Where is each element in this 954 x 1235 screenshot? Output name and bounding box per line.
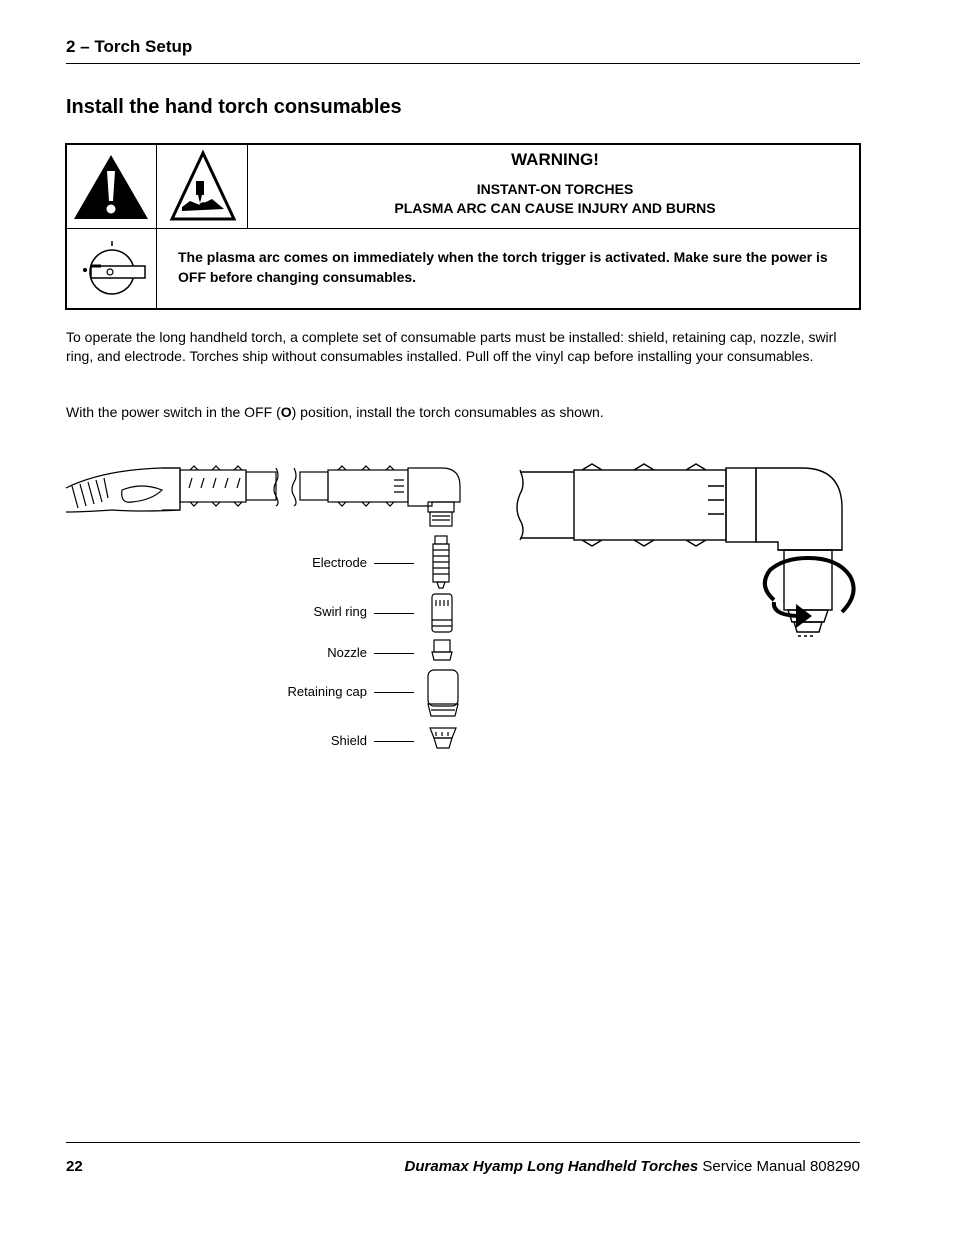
- footer-doc-info: [405, 1158, 860, 1175]
- warning-subtitle: INSTANT-ON TORCHES: [476, 181, 634, 197]
- power-switch-icon: [77, 237, 147, 303]
- instruction-text: ) position, install the torch consumables as shown.: [291, 404, 604, 420]
- page-footer: [66, 1142, 860, 1173]
- instruction-paragraph: [66, 403, 866, 422]
- off-symbol: O: [280, 404, 292, 420]
- electrode-leader: [374, 563, 414, 564]
- section-header-text: 2 – Torch Setup: [66, 37, 193, 56]
- instruction-text: With the power switch in the OFF (: [66, 404, 281, 420]
- warning-divider: [156, 145, 157, 308]
- intro-paragraph: To operate the long handheld torch, a complete set of consumable parts must be installed: shield, retaining cap, nozzle, swirl ring, and electrode. Torches ship without consumables installed. Pull off the vinyl cap before installing your consumables.: [66, 329, 837, 364]
- warning-subtitle: PLASMA ARC CAN CAUSE INJURY AND BURNS: [394, 200, 716, 216]
- warning-box: [65, 143, 861, 310]
- doc-number: 808290: [809, 1158, 860, 1175]
- product-name: Duramax Hyamp Long Handheld Torches: [404, 1158, 699, 1175]
- warning-divider: [67, 228, 859, 229]
- warning-body: The plasma arc comes on immediately when the torch trigger is activated. Make sure the power is OFF before changing consumables.: [178, 249, 828, 285]
- electrode-label: Electrode: [312, 555, 367, 570]
- torch-hazard-icon: [170, 151, 236, 221]
- nozzle-label: Nozzle: [327, 645, 367, 660]
- warning-divider: [247, 145, 248, 228]
- retaining-cap-leader: [374, 692, 414, 693]
- page-title: Install the hand torch consumables: [66, 96, 402, 118]
- warning-title: WARNING!: [511, 150, 599, 169]
- swirl-ring-leader: [374, 613, 414, 614]
- shield-leader: [374, 741, 414, 742]
- nozzle-leader: [374, 653, 414, 654]
- doc-type: Service Manual: [702, 1158, 806, 1175]
- retaining-cap-label: Retaining cap: [287, 684, 367, 699]
- section-header: [66, 37, 860, 64]
- page-number: 22: [66, 1158, 83, 1175]
- exclamation-triangle-icon: [72, 153, 150, 221]
- shield-label: Shield: [330, 733, 367, 748]
- torch-assembled-figure: [512, 460, 862, 650]
- swirl-ring-label: Swirl ring: [313, 604, 367, 619]
